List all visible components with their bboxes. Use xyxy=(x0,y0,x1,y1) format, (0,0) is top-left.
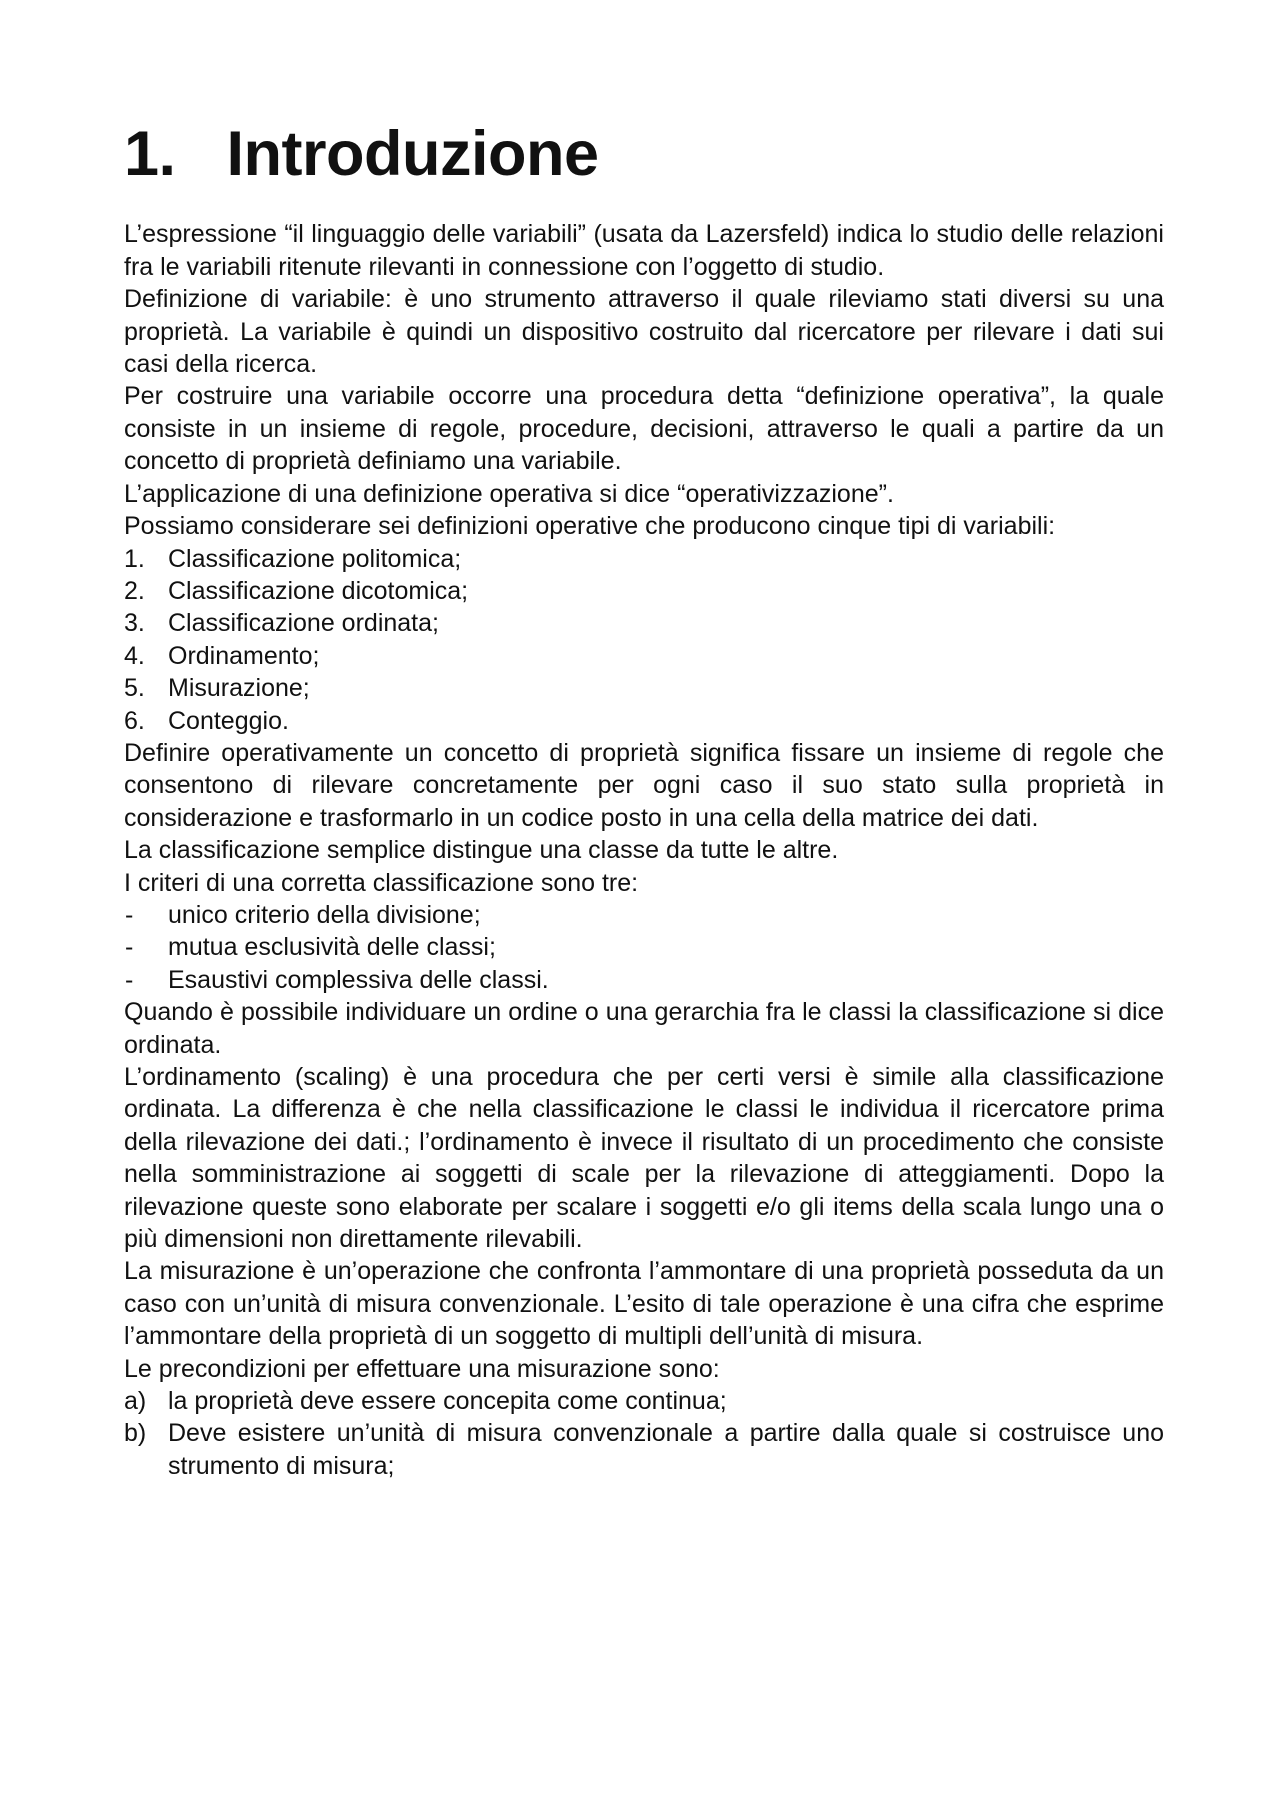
list-item xyxy=(124,575,1164,607)
paragraph-classification-criteria: I criteri di una corretta classificazione sono tre: xyxy=(124,868,639,897)
paragraph-operativization: L’applicazione di una definizione operativa si dice “operativizzazione”. xyxy=(124,479,894,508)
list-marker: - xyxy=(125,933,134,962)
list-item xyxy=(124,899,1164,931)
list-marker: b) xyxy=(124,1419,147,1448)
list-item-text: mutua esclusività delle classi; xyxy=(168,933,496,962)
list-marker: - xyxy=(125,900,134,929)
paragraph-variable-types: Possiamo considerare sei definizioni operative che producono cinque tipi di variabili: xyxy=(124,512,1056,541)
list-marker: 4. xyxy=(124,641,145,670)
list-marker: 2. xyxy=(124,576,145,605)
list-item xyxy=(124,964,1164,996)
paragraph-intro: L’espressione “il linguaggio delle variabili” (usata da Lazersfeld) indica lo studio delle relazioni fra le variabili ritenute rilevanti in connessione con l’oggetto di studio. xyxy=(124,220,1164,281)
list-item-text: unico criterio della divisione; xyxy=(168,900,481,929)
list-item-text: Classificazione dicotomica; xyxy=(168,576,469,605)
list-marker: 3. xyxy=(124,609,145,638)
criteria-list xyxy=(124,899,1164,996)
list-marker: 1. xyxy=(124,544,145,573)
list-item-text: Esaustivi complessiva delle classi. xyxy=(168,965,549,994)
list-item xyxy=(124,607,1164,639)
list-item xyxy=(124,931,1164,963)
list-item xyxy=(124,705,1164,737)
list-item-text: Classificazione ordinata; xyxy=(168,609,439,638)
paragraph-operative-definition: Per costruire una variabile occorre una procedura detta “definizione operativa”, la quale consiste in un insieme di regole, procedure, decisioni, attraverso le quali a partire da un concetto di proprietà definiamo una variabile. xyxy=(124,382,1164,476)
list-item xyxy=(124,640,1164,672)
list-marker: 6. xyxy=(124,706,145,735)
list-item-text: Classificazione politomica; xyxy=(168,544,462,573)
preconditions-list xyxy=(124,1385,1164,1482)
list-item-text: la proprietà deve essere concepita come continua; xyxy=(168,1387,727,1416)
paragraph-ordered-classification: Quando è possibile individuare un ordine o una gerarchia fra le classi la classificazione si dice ordinata. xyxy=(124,998,1164,1059)
paragraph-definition: Definizione di variabile: è uno strumento attraverso il quale rileviamo stati diversi su una proprietà. La variabile è quindi un dispositivo costruito dal ricercatore per rilevare i dati sui casi della ricerca. xyxy=(124,285,1164,379)
document-page xyxy=(124,118,1164,1482)
section-heading: 1. Introduzione xyxy=(124,119,599,189)
paragraph-preconditions: Le precondizioni per effettuare una misurazione sono: xyxy=(124,1354,720,1383)
list-item xyxy=(124,1417,1164,1482)
list-item-text: Misurazione; xyxy=(168,674,310,703)
list-item-text: Ordinamento; xyxy=(168,641,320,670)
numbered-list xyxy=(124,543,1164,737)
paragraph-measurement: La misurazione è un’operazione che confronta l’ammontare di una proprietà posseduta da un caso con un’unità di misura convenzionale. L’esito di tale operazione è una cifra che esprime l’ammontare della proprietà di un soggetto di multipli dell’unità di misura. xyxy=(124,1257,1164,1351)
list-item xyxy=(124,1385,1164,1417)
paragraph-simple-classification: La classificazione semplice distingue una classe da tutte le altre. xyxy=(124,836,839,865)
list-item xyxy=(124,543,1164,575)
list-item-text: Deve esistere un’unità di misura convenzionale a partire dalla quale si costruisce uno strumento di misura; xyxy=(168,1419,1164,1480)
list-marker: a) xyxy=(124,1387,147,1416)
paragraph-operative-meaning: Definire operativamente un concetto di proprietà significa fissare un insieme di regole che consentono di rilevare concretamente per ogni caso il suo stato sulla proprietà in considerazione e trasformarlo in un codice posto in una cella della matrice dei dati. xyxy=(124,738,1164,832)
list-item xyxy=(124,672,1164,704)
paragraph-scaling: L’ordinamento (scaling) è una procedura che per certi versi è simile alla classificazione ordinata. La differenza è che nella classificazione le classi le individua il ricercatore prima della rilevazione dei dati.; l’ordinamento è invece il risultato di un procedimento che consiste nella somministrazione ai soggetti di scale per la rilevazione di atteggiamenti. Dopo la rilevazione queste sono elaborate per scalare i soggetti e/o gli items della scala lungo una o più dimensioni non direttamente rilevabili. xyxy=(124,1063,1164,1254)
list-item-text: Conteggio. xyxy=(168,706,289,735)
list-marker: 5. xyxy=(124,674,145,703)
list-marker: - xyxy=(125,965,134,994)
